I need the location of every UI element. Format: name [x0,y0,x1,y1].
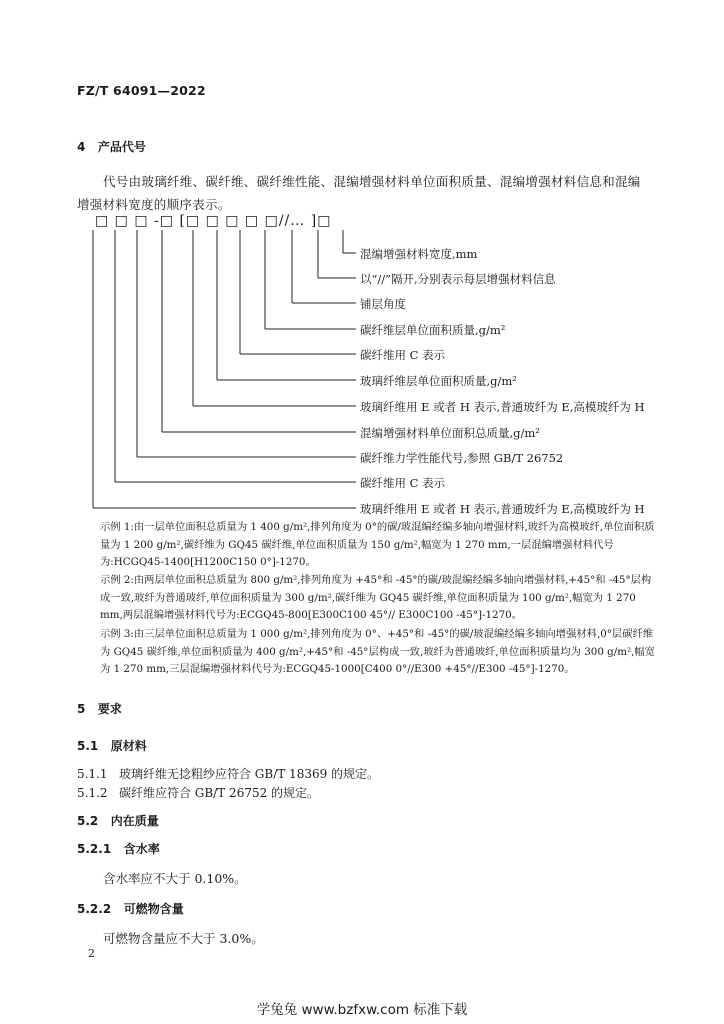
page-number: 2 [88,947,95,960]
section-5-2-1-heading: 5.2.1 含水率 [77,842,160,856]
clause-5-1-2: 5.1.2 碳纤维应符合 GB/T 26752 的规定。 [77,786,320,800]
clause-5-2-2-text: 可燃物含量应不大于 3.0%。 [103,931,264,946]
section-4-heading: 4 产品代号 [77,140,146,154]
example-3: 示例 3:由三层单位面积总质量为 1 000 g/m²,排列角度为 0°、+45°和 -45°的碳/玻混编经编多轴向增强材料,0°层碳纤维为 GQ45 碳纤维,单位面积质量为 400 g/m²,+45°和 -45°层构成一致,玻纤为普通玻纤,单位面积质量均为 300 g/m²,幅宽为 1 270 mm,三层混编增强材料代号为:ECGQ45-1000[C400 0°//E300 +45°//E300 -45°]-1270。 [100,628,655,676]
label-carbon-areal-mass: 碳纤维层单位面积质量,g/m² [360,323,506,337]
label-carbon-c: 碳纤维用 C 表示 [360,348,446,362]
section-5-2-heading: 5.2 内在质量 [77,814,159,828]
label-glass-e-h: 玻璃纤维用 E 或者 H 表示,普通玻纤为 E,高模玻纤为 H [360,400,645,414]
label-layer-separator: 以“//”隔开,分别表示每层增强材料信息 [360,272,556,286]
label-ply-angle: 铺层角度 [360,297,406,311]
clause-5-2-1-text: 含水率应不大于 0.10%。 [103,871,247,886]
label-total-areal-mass: 混编增强材料单位面积总质量,g/m² [360,426,540,440]
section-4-intro: 代号由玻璃纤维、碳纤维、碳纤维性能、混编增强材料单位面积质量、混编增强材料信息和混编增强材料宽度的顺序表示。 [77,174,641,212]
code-pattern: □ □ □ -□ [□ □ □ □ □//… ]□ [95,213,332,229]
example-1: 示例 1:由一层单位面积总质量为 1 400 g/m²,排列角度为 0°的碳/玻混编经编多轴向增强材料,玻纤为高模玻纤,单位面积质量为 1 200 g/m²,碳纤维为 GQ45 碳纤维,单位面积质量为 150 g/m²,幅宽为 1 270 mm,一层混编增强材料代号为:HCGQ45-1400[H1200C150 0°]-1270。 [100,521,655,569]
label-carbon-c-2: 碳纤维用 C 表示 [360,476,446,490]
label-glass-e-h-2: 玻璃纤维用 E 或者 H 表示,普通玻纤为 E,高模玻纤为 H [360,502,645,516]
standard-number: FZ/T 64091—2022 [77,83,206,98]
label-width: 混编增强材料宽度,mm [360,247,478,261]
watermark-footer: 学兔兔 www.bzfxw.com 标准下载 [256,1002,468,1018]
label-carbon-mechanical-code: 碳纤维力学性能代号,参照 GB/T 26752 [360,451,564,465]
section-5-2-2-heading: 5.2.2 可燃物含量 [77,902,184,916]
label-glass-areal-mass: 玻璃纤维层单位面积质量,g/m² [360,374,517,388]
section-5-1-heading: 5.1 原材料 [77,739,147,753]
section-5-heading: 5 要求 [77,702,122,716]
clause-5-1-1: 5.1.1 玻璃纤维无捻粗纱应符合 GB/T 18369 的规定。 [77,767,380,781]
example-2: 示例 2:由两层单位面积总质量为 800 g/m²,排列角度为 +45°和 -45°的碳/玻混编经编多轴向增强材料,+45°和 -45°层构成一致,玻纤为普通玻纤,单位面积质量为 300 g/m²,碳纤维为 GQ45 碳纤维,单位面积质量为 100 g/m²,幅宽为 1 270 mm,两层混编增强材料代号为:ECGQ45-800[E300C100 45°// E300C100 -45°]-1270。 [100,574,652,622]
